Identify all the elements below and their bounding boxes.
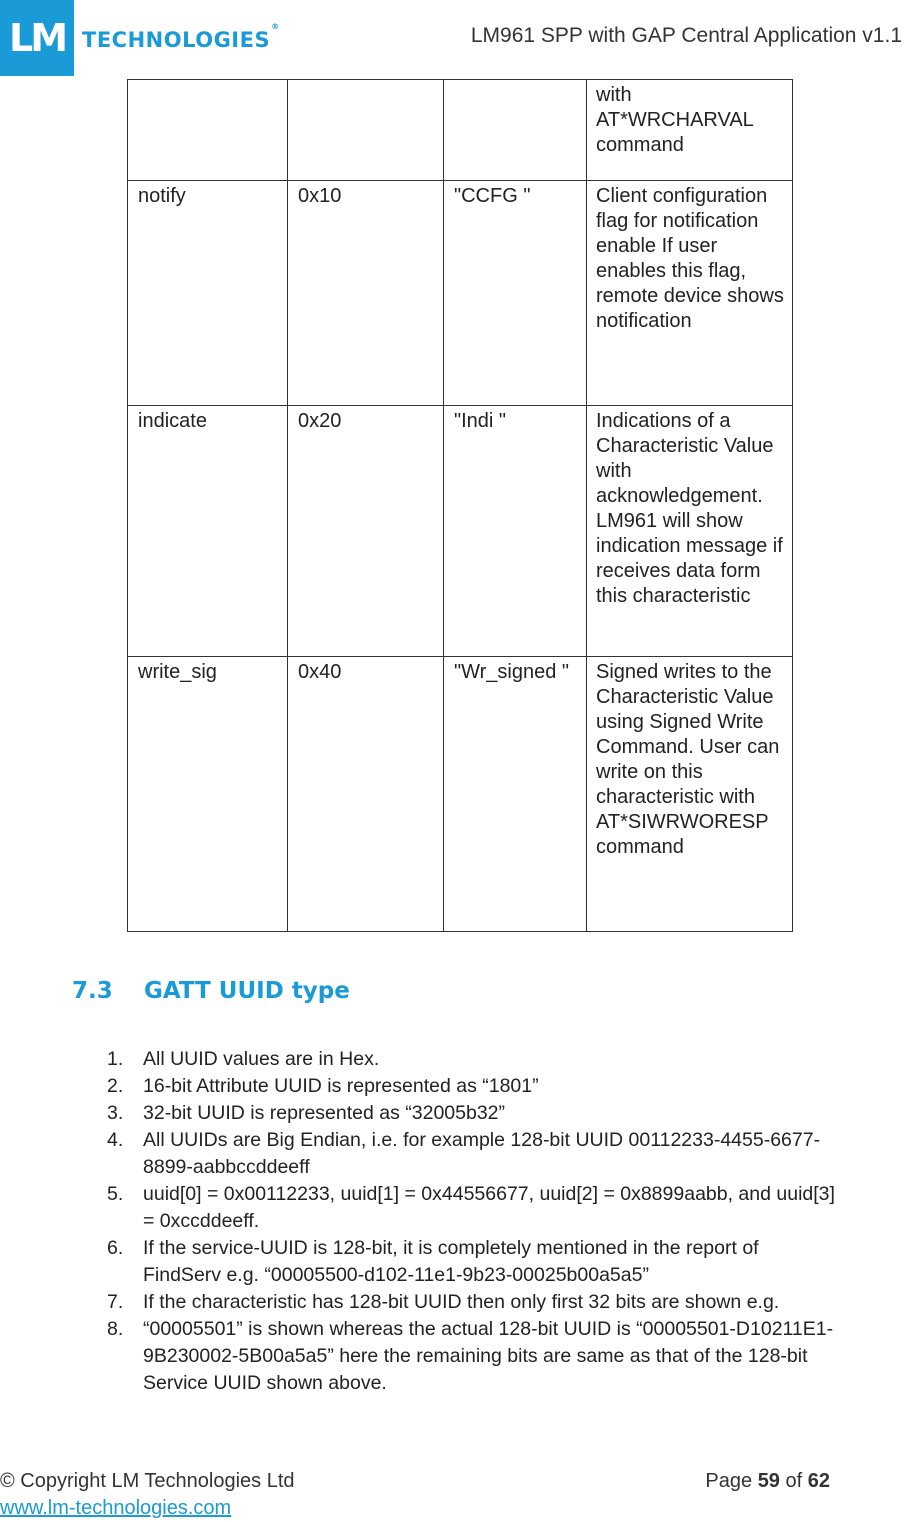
list-item <box>107 1235 842 1289</box>
page-indicator <box>705 1468 830 1495</box>
cell-description: Indications of a Characteristic Value with acknowledgement. LM961 will show indication message if receives data form this characteristic <box>587 406 793 657</box>
cell-label <box>444 80 587 181</box>
logo-wordmark <box>82 22 280 52</box>
list-item <box>107 1046 842 1073</box>
page-word: Page <box>705 1470 753 1492</box>
cell-label: "CCFG " <box>444 181 587 406</box>
section-heading <box>72 978 350 1004</box>
list-number: 6. <box>107 1237 124 1259</box>
list-text: “00005501” is shown whereas the actual 128-bit UUID is “00005501-D10211E1-9B230002-5B00a5a5” here the remaining bits are same as that of the 128-bit Service UUID shown above. <box>143 1318 834 1394</box>
table-row <box>128 80 793 181</box>
cell-name <box>128 80 288 181</box>
cell-name: write_sig <box>128 657 288 932</box>
list-number: 2. <box>107 1075 124 1097</box>
list-text: uuid[0] = 0x00112233, uuid[1] = 0x44556677, uuid[2] = 0x8899aabb, and uuid[3] = 0xccddeeff. <box>143 1183 835 1232</box>
table-row <box>128 181 793 406</box>
logo-text: TECHNOLOGIES <box>82 28 271 52</box>
list-text: If the characteristic has 128-bit UUID then only first 32 bits are shown e.g. <box>143 1291 780 1313</box>
list-item <box>107 1127 842 1181</box>
cell-label: "Wr_signed " <box>444 657 587 932</box>
copyright-text: © Copyright LM Technologies Ltd <box>0 1470 295 1492</box>
list-number: 3. <box>107 1102 124 1124</box>
list-number: 8. <box>107 1318 124 1340</box>
cell-value: 0x40 <box>288 657 444 932</box>
list-number: 5. <box>107 1183 124 1205</box>
cell-value: 0x10 <box>288 181 444 406</box>
cell-label: "Indi " <box>444 406 587 657</box>
list-text: If the service-UUID is 128-bit, it is completely mentioned in the report of FindServ e.g. “00005500-d102-11e1-9b23-00025b00a5a5” <box>143 1237 759 1286</box>
document-title: LM961 SPP with GAP Central Application v1.1 <box>470 24 902 47</box>
list-number: 1. <box>107 1048 124 1070</box>
uuid-notes-list <box>107 1046 842 1397</box>
list-number: 4. <box>107 1129 124 1151</box>
website-link[interactable]: www.lm-technologies.com <box>0 1497 232 1519</box>
characteristic-properties-table <box>127 79 793 932</box>
section-title: GATT UUID type <box>144 978 350 1004</box>
list-text: 16-bit Attribute UUID is represented as “1801” <box>143 1075 539 1097</box>
cell-description: Client configuration flag for notification enable If user enables this flag, remote device shows notification <box>587 181 793 406</box>
list-number: 7. <box>107 1291 124 1313</box>
list-item <box>107 1316 842 1397</box>
company-logo <box>0 0 280 76</box>
footer-left <box>0 1468 295 1522</box>
cell-description: Signed writes to the Characteristic Value using Signed Write Command. User can write on this characteristic with AT*SIWRWORESP command <box>587 657 793 932</box>
cell-value <box>288 80 444 181</box>
cell-value: 0x20 <box>288 406 444 657</box>
of-word: of <box>785 1470 803 1492</box>
list-item <box>107 1073 842 1100</box>
list-item <box>107 1181 842 1235</box>
table-row <box>128 657 793 932</box>
cell-name: notify <box>128 181 288 406</box>
page-number: 59 <box>757 1470 780 1492</box>
list-item <box>107 1289 842 1316</box>
section-number: 7.3 <box>72 978 113 1004</box>
list-text: All UUIDs are Big Endian, i.e. for example 128-bit UUID 00112233-4455-6677-8899-aabbccddeeff <box>143 1129 821 1178</box>
cell-description: with AT*WRCHARVAL command <box>587 80 793 181</box>
registered-mark: ® <box>271 22 280 31</box>
list-item <box>107 1100 842 1127</box>
table-row <box>128 406 793 657</box>
cell-name: indicate <box>128 406 288 657</box>
logo-mark: LM <box>0 0 74 76</box>
list-text: All UUID values are in Hex. <box>143 1048 380 1070</box>
list-text: 32-bit UUID is represented as “32005b32” <box>143 1102 506 1124</box>
page-total: 62 <box>807 1470 830 1492</box>
